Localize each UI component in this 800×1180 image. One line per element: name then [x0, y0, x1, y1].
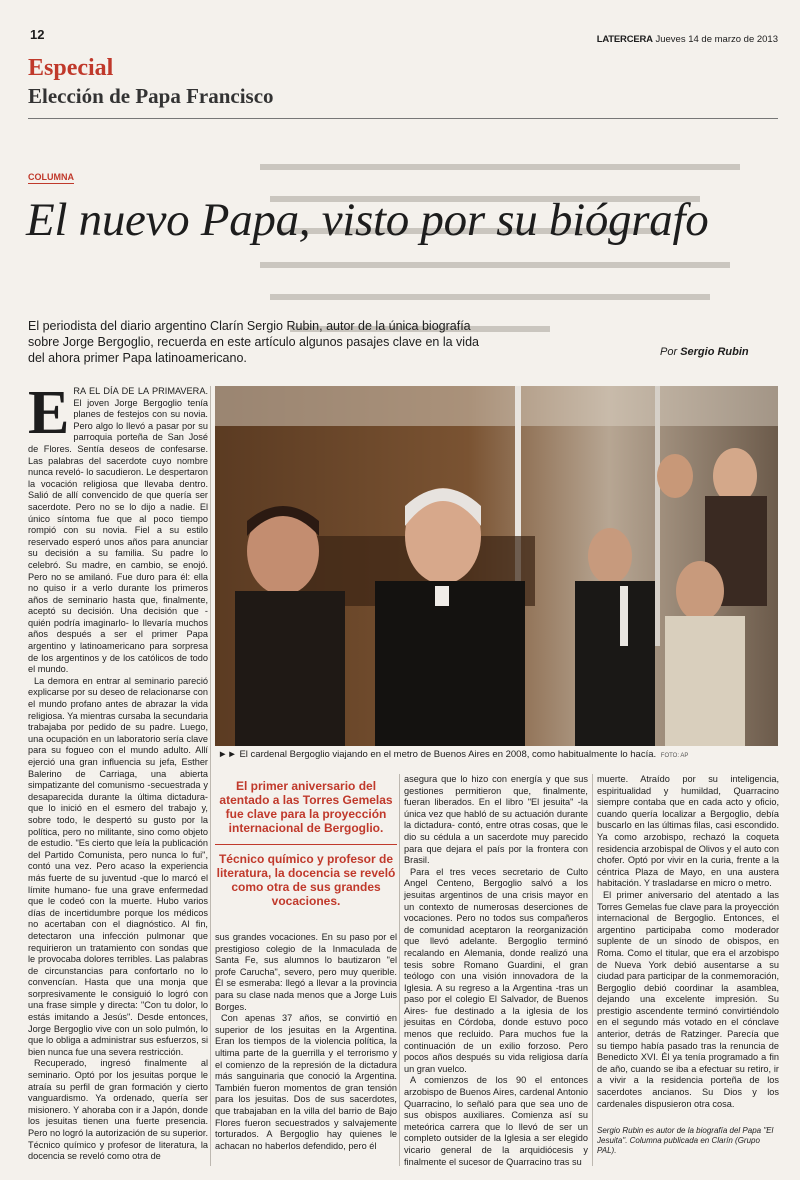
article-column-1 [28, 379, 208, 1162]
article-photo [215, 386, 778, 746]
masthead [597, 34, 778, 45]
column-gutter [399, 774, 400, 1166]
paper-name: LATERCERA [596, 34, 653, 45]
kicker: COLUMNA [28, 172, 74, 182]
column-gutter [592, 774, 593, 1166]
pull-quote-divider [215, 844, 397, 845]
article-column-3 [404, 774, 588, 1168]
paragraph: A comienzos de los 90 el entonces arzobispo de Buenos Aires, cardenal Antonio Quarracino, lo señaló para que sea uno de sus obispos auxiliares. Comienza así su meteórica carrera que lo llevó de ser un completo outsider de la Iglesia a ser elegido vicario general de la arquidiócesis y finalmente el sucesor de Quarracino tras su [404, 1075, 588, 1167]
paragraph: sus grandes vocaciones. En su paso por el prestigioso colegio de la Inmaculada de Santa Fe, sus alumnos lo bautizaron "el profe Carucha", severo, pero muy querible. Él se esmeraba: llegó a llevar a la provincia para su clase nada menos que a Jorge Luis Borges. [215, 932, 397, 1012]
column-gutter [210, 386, 211, 1166]
paragraph: asegura que lo hizo con energía y que sus gestiones permitieron que, finalmente, fueran liberados. En el libro "El jesuita" -la única vez que habló de su actuación durante la dictadura- contó, entre otras cosas, que le dio su cédula a un sacerdote muy parecido para que dejara el país por la frontera con Brasil. [404, 774, 588, 866]
pull-quote-1: El primer aniversario del atentado a las Torres Gemelas fue clave para la proyección internacional de Bergoglio. [219, 779, 393, 835]
article-column-2 [215, 932, 397, 1168]
paragraph: Recuperado, ingresó finalmente al seminario. Optó por los jesuitas porque le atraía su perfil de gran formación y cierto vanguardismo. Ya ordenado, quería ser misionero. Y ahoraba con ir a Japón, donde los jesuitas tienen una fuerte presencia. Pero no logró la autorización de su superior. Técnico químico y profesor de literatura, la docencia se reveló como otra de [28, 1058, 208, 1162]
deck: El periodista del diario argentino Clarín Sergio Rubin, autor de la única biografía sobre Jorge Bergoglio, recuerda en este artículo algunos pasajes clave en la vida del ahora primer Papa latinoamericano. [28, 319, 479, 365]
caption-text: ►► El cardenal Bergoglio viajando en el metro de Buenos Aires en 2008, como habitualmente lo hacía. [218, 749, 657, 760]
section-title: Especial [28, 55, 114, 81]
byline-prefix: Por [660, 346, 678, 358]
paragraph: El primer aniversario del atentado a las Torres Gemelas fue clave para la proyección internacional de Bergoglio. Entonces, el argentino participaba como moderador suplente de un sínodo de obispos, en Roma. Como el titular, que era el arzobispo de Nueva York debió ausentarse a su ciudad para participar de la conmemoración, Bergoglio debió coordinar la asamblea, dejando una excelente impresión. Su prestigio ascendente terminó convirtiéndolo en el segundo más votado en el cónclave anterior, detrás de Ratzinger. Parecía que su tiempo había pasado tras la renuncia de Benedicto XVI. Él ya tenía programado a fin de año, cuando se iba a efectuar su retiro, ir a vivir a la residencia porteña de los sacerdotes ancianos. Su Dios y los cardenales dispusieron otra cosa. [597, 889, 779, 1109]
paragraph: La demora en entrar al seminario pareció explicarse por su deseo de relacionarse con el mundo profano antes de abrazar la vida religiosa. Ya mientras cursaba la secundaria trabajaba por pedido de su padre. Luego, una ocupación en un laboratorio sería clave para su fogueo con el mundo adulto. Allí ejerció una gran influencia su jefa, Esther Balerino de Carriaga, una abierta simpatizante del comunismo -secuestrada y desaparecida durante la última dictadura- que lo inició en el esmero del trabajo y, sobre todo, le despertó su gusto por la política, pero no militante, sino como objeto de estudio. "Es cierto que leía la publicación del Partido Comunista, pero nunca lo fui", contó una vez. Pero acaso la experiencia más fuerte de su juventud -que lo marcó el límite humano- fue una grave enfermedad que le codeó con la muerte. Hubo varios días de incertidumbre porque los médicos no acertaban con el diagnóstico. Al fin, detectaron una infección pulmonar que requirieron un tratamiento con sondas que le provocaba dolores terribles. Las palabras de circunstancias para confortarlo no lo convencían. Hasta que una monja que sorpresivamente le consiguió lo logró con una frase simple y directa: "Con tu dolor, lo estás imitando a Jesús". Desde entonces, Jorge Bergoglio vive con un solo pulmón, lo que lo obliga a administrar sus esfuerzos, si bien nunca fue una severa restricción. [28, 675, 208, 1057]
subway-photo-illustration [215, 386, 778, 746]
page-number: 12 [30, 27, 45, 42]
paragraph: RA EL DÍA DE LA PRIMAVERA. El joven Jorge Bergoglio tenía planes de festejos con su novia. Pero algo lo llevó a pasar por su parroquia porteña de San José de Flores. Sentía deseos de confesarse. Las palabras del sacerdote cuyo nombre nunca reveló- lo sacudieron. Le despertaron la vocación religiosa que llevaba dentro. Salió de allí convencido de que quería ser sacerdote. Pero no se lo dijo a nadie. El único síntoma fue que al poco tiempo rompió con su novia. Fiel a su estilo reservado esperó unos años para anunciar su decisión a su familia. Su padre lo celebró. Su madre, en cambio, se enojó. Pero no se amilanó. Fue duro para él: ella no quiso ir a verlo durante los primeros años de seminario hasta que, finalmente, aceptó su decisión. Una decisión que -quién podría imaginarlo- lo llevaría muchos años después a ser el primer Papa argentino y latinoamericano para sorpresa de los argentinos y de los católicos de todo el mundo. [28, 386, 208, 675]
byline [660, 346, 749, 358]
header-rule [28, 118, 778, 119]
section-subtitle: Elección de Papa Francisco [28, 84, 274, 108]
photo-credit: FOTO: AP [660, 753, 689, 759]
paragraph: Con apenas 37 años, se convirtió en superior de los jesuitas en la Argentina. Eran los tiempos de la violencia política, la ultima parte de la guerrilla y el terrorismo y el comienzo de la represión de la dictadura más sanguinaria que conoció la Argentina. También fueron momentos de gran tensión para los jesuitas. Dos de sus sacerdotes, que trabajaban en la villa del barrio de Bajo Flores fueron secuestrados y salvajemente torturados. A Bergoglio hay quienes le achacan no haberlos defendido, pero él [215, 1013, 397, 1151]
paragraph: Para el tres veces secretario de Culto Angel Centeno, Bergoglio salvó a los jesuitas argentinos de una crisis mayor en un contexto de numerosas deserciones de vocaciones. Pero no todos sus compañeros de comunidad aceptaron la reorganización que llevó adelante. Bergoglio terminó recalando en Alemania, donde realizó una tesis sobre Romano Guardini, el gran teólogo con una visión innovadora de la Iglesia. A su regreso a la Argentina -tras un paso por el colegio El Salvador, de Buenos Aires- fue destinado a la iglesia de los jesuitas en Córdoba, donde estuvo poco menos que recluido. Para muchos fue la continuación de un exilio forzoso. Pero pocos años después su vida religiosa daría un gran vuelco. [404, 866, 588, 1074]
author-note: Sergio Rubin es autor de la biografía del Papa "El Jesuita". Columna publicada en Clarín (Grupo PAL). [597, 1126, 774, 1155]
headline: El nuevo Papa, visto por su biógrafo [26, 194, 709, 246]
article-column-4 [597, 774, 779, 1124]
drop-cap: E [28, 379, 70, 447]
issue-date: Jueves 14 de marzo de 2013 [655, 34, 778, 45]
byline-name: Sergio Rubin [680, 346, 749, 358]
paragraph: muerte. Atraído por su inteligencia, espiritualidad y humildad, Quarracino siempre contaba que en cada acto y oficio, cuando quería localizar a Bergoglio, debía buscarlo en las últimas filas, casi escondido. Ya como arzobispo, rechazó la coqueta residencia arzobispal de Olivos y el auto con chofer. Optó por vivir en la curia, frente a la céntrica Plaza de Mayo, en una austera habitación. Y trasladarse en micro o metro. [597, 774, 779, 889]
photo-caption [218, 749, 778, 760]
pull-quote-2: Técnico químico y profesor de literatura, la docencia se reveló como otra de sus grandes vocaciones. [216, 852, 396, 908]
